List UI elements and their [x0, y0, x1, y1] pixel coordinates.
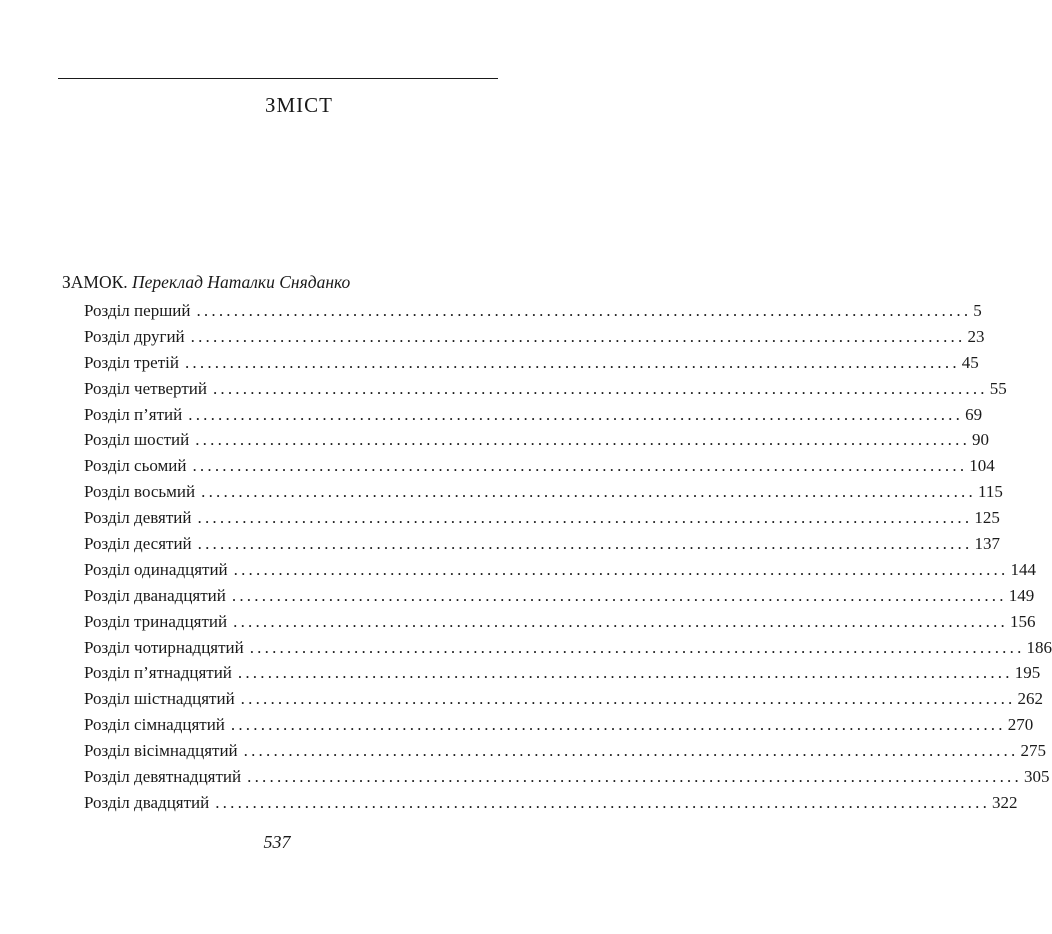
toc-leader-dots: ........................................................................................................ — [249, 637, 1025, 657]
toc-item[interactable] — [84, 609, 1036, 635]
toc-item[interactable] — [84, 712, 1034, 738]
toc-item-label: Розділ перший — [84, 301, 191, 320]
toc-item-page: 45 — [961, 352, 979, 372]
toc-item-label: Розділ другий — [84, 326, 185, 346]
toc-item-page: 156 — [1009, 611, 1036, 631]
toc-leader-dots: ........................................................................................................ — [240, 689, 1016, 709]
toc-item-page: 115 — [977, 482, 1003, 502]
toc-item-page: 275 — [1020, 741, 1046, 761]
toc-item[interactable] — [84, 531, 1000, 557]
toc-item[interactable] — [84, 376, 1007, 402]
toc-item[interactable] — [84, 505, 1000, 531]
toc-item[interactable] — [84, 738, 1046, 764]
toc-leader-dots: ........................................................................................................ — [243, 741, 1019, 761]
toc-item[interactable] — [84, 298, 982, 324]
toc-item-label: Розділ тринадцятий — [84, 611, 228, 631]
toc-item-page: 195 — [1014, 663, 1041, 683]
toc-item-page: 5 — [973, 301, 982, 320]
toc-item-label: Розділ вісімнадцятий — [84, 741, 238, 761]
toc-item-label: Розділ шістнадцятий — [84, 689, 235, 709]
toc-item-label: Розділ девятнадцятий — [84, 767, 242, 787]
toc-item-label: Розділ двадцятий — [84, 792, 210, 812]
toc-item-label: Розділ девятий — [84, 508, 192, 528]
toc-item[interactable] — [84, 427, 990, 453]
toc-leader-dots: ........................................................................................................ — [233, 611, 1008, 631]
toc-item-page: 149 — [1008, 585, 1035, 605]
toc-item-label: Розділ сьомий — [84, 456, 187, 476]
toc-item-page: 90 — [972, 430, 990, 450]
toc-item[interactable] — [84, 660, 1041, 686]
toc-item-page: 55 — [989, 378, 1007, 398]
toc-item[interactable] — [84, 453, 995, 479]
toc-leader-dots: ........................................................................................................ — [184, 352, 960, 372]
toc-item-label: Розділ чотирнадцятий — [84, 637, 244, 657]
toc-item[interactable] — [84, 324, 985, 350]
toc-item-page: 262 — [1017, 689, 1043, 709]
toc-item-label: Розділ десятий — [84, 534, 192, 554]
toc-item[interactable] — [84, 790, 1018, 816]
toc-item[interactable] — [84, 635, 1052, 661]
toc-item-page: 137 — [974, 534, 1000, 554]
section-heading — [62, 272, 350, 293]
toc-item[interactable] — [84, 402, 983, 428]
toc-leader-dots: ........................................................................................................ — [215, 792, 991, 812]
toc-item[interactable] — [84, 686, 1043, 712]
toc-item-page: 322 — [992, 792, 1018, 812]
toc-list — [84, 298, 1052, 816]
toc-leader-dots: ........................................................................................................ — [188, 404, 964, 424]
toc-item-page: 270 — [1007, 715, 1034, 735]
toc-leader-dots: ........................................................................................................ — [196, 301, 972, 320]
toc-leader-dots: ........................................................................................................ — [233, 559, 1009, 579]
toc-item-label: Розділ п’ятий — [84, 404, 183, 424]
toc-leader-dots: ........................................................................................................ — [197, 508, 973, 528]
toc-leader-dots: ........................................................................................................ — [190, 326, 966, 346]
toc-leader-dots: ........................................................................................................ — [201, 482, 976, 502]
toc-item[interactable] — [84, 583, 1035, 609]
toc-item-label: Розділ третій — [84, 352, 179, 372]
toc-item-page: 104 — [969, 456, 995, 476]
toc-item-label: Розділ п’ятнадцятий — [84, 663, 232, 683]
toc-leader-dots: ........................................................................................................ — [231, 585, 1007, 605]
toc-item[interactable] — [84, 764, 1050, 790]
toc-item-label: Розділ восьмий — [84, 482, 196, 502]
page-title-text: ЗМІСТ — [264, 93, 334, 117]
page-number: 537 — [263, 832, 291, 852]
toc-item-page: 144 — [1010, 559, 1036, 579]
header-rule — [58, 78, 498, 79]
toc-item[interactable] — [84, 350, 979, 376]
toc-leader-dots: ........................................................................................................ — [195, 430, 971, 450]
section-translator: Переклад Наталки Сняданко — [132, 272, 351, 292]
toc-item-page: 125 — [974, 508, 1000, 528]
toc-item[interactable] — [84, 479, 1003, 505]
toc-leader-dots: ........................................................................................................ — [192, 456, 968, 476]
page-title — [0, 93, 560, 118]
toc-item-label: Розділ одинадцятий — [84, 559, 228, 579]
toc-item-page: 186 — [1026, 637, 1052, 657]
section-title: ЗАМОК. — [62, 272, 128, 292]
toc-leader-dots: ........................................................................................................ — [247, 767, 1022, 787]
toc-item-label: Розділ шостий — [84, 430, 190, 450]
toc-leader-dots: ........................................................................................................ — [230, 715, 1006, 735]
toc-item-page: 69 — [965, 404, 983, 424]
toc-leader-dots: ........................................................................................................ — [197, 534, 973, 554]
toc-item-page: 305 — [1023, 767, 1050, 787]
toc-item-page: 23 — [967, 326, 985, 346]
toc-leader-dots: ........................................................................................................ — [237, 663, 1013, 683]
toc-item-label: Розділ четвертий — [84, 378, 207, 398]
toc-leader-dots: ........................................................................................................ — [212, 378, 988, 398]
toc-item-label: Розділ дванадцятий — [84, 585, 226, 605]
toc-item[interactable] — [84, 557, 1036, 583]
toc-item-label: Розділ сімнадцятий — [84, 715, 225, 735]
